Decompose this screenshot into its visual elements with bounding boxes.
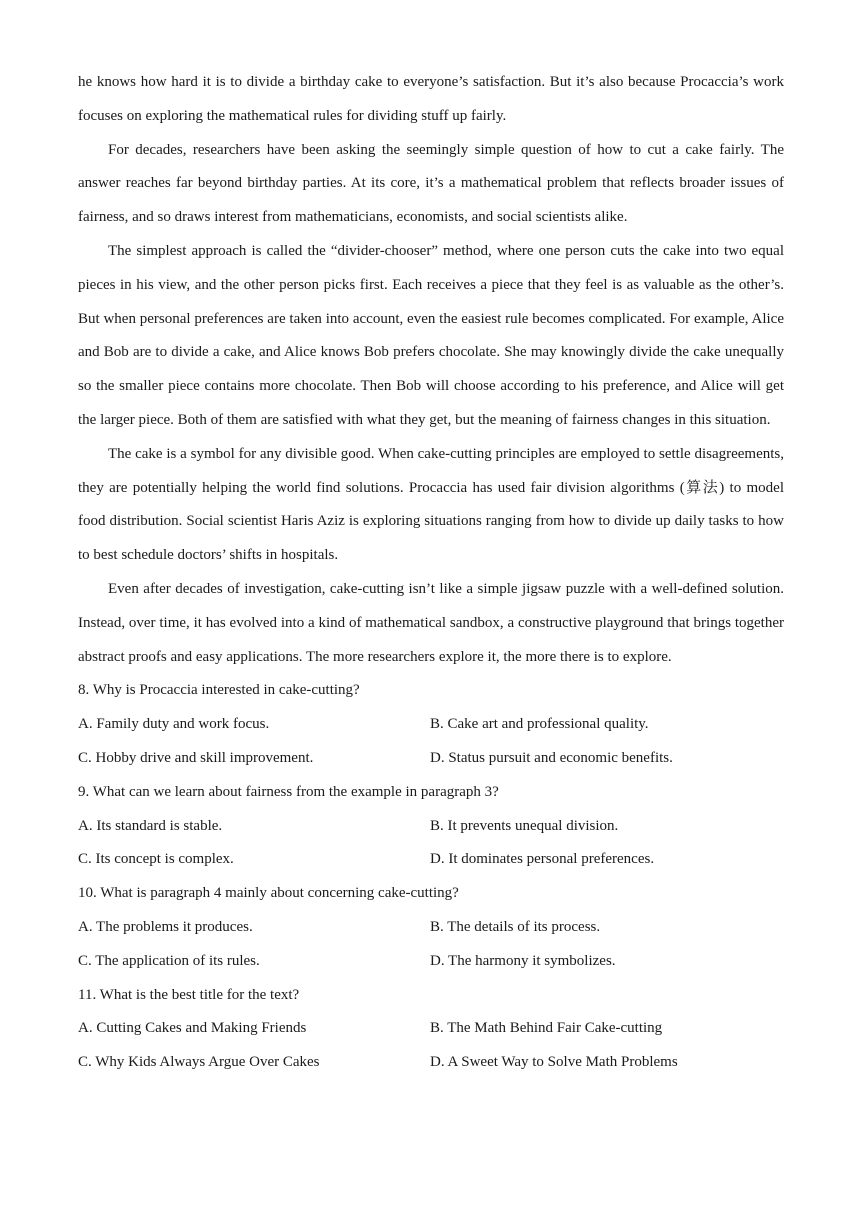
option-c: C. Its concept is complex. bbox=[78, 851, 234, 868]
question-stem: 9. What can we learn about fairness from the example in paragraph 3? bbox=[78, 783, 499, 800]
question-11 bbox=[78, 979, 784, 1080]
option-d: D. The harmony it symbolizes. bbox=[430, 952, 616, 969]
option-c: C. Why Kids Always Argue Over Cakes bbox=[78, 1054, 320, 1071]
document-page bbox=[78, 66, 784, 1080]
option-b: B. It prevents unequal division. bbox=[430, 817, 619, 834]
answer-options bbox=[78, 1012, 784, 1080]
passage-paragraph: Even after decades of investigation, cake-cutting isn’t like a simple jigsaw puzzle with a well-defined solution. Instead, over time, it has evolved into a kind of mathematical sandbox, a constructive playground that brings together abstract proofs and easy applications. The more researchers explore it, the more there is to explore. bbox=[78, 580, 784, 665]
question-10 bbox=[78, 877, 784, 978]
question-stem: 8. Why is Procaccia interested in cake-cutting? bbox=[78, 682, 360, 699]
question-8 bbox=[78, 674, 784, 775]
passage-paragraph: he knows how hard it is to divide a birthday cake to everyone’s satisfaction. But it’s also because Procaccia’s work focuses on exploring the mathematical rules for dividing stuff up fairly. bbox=[78, 74, 784, 124]
answer-options bbox=[78, 810, 784, 878]
option-d: D. Status pursuit and economic benefits. bbox=[430, 749, 673, 766]
reading-passage bbox=[78, 66, 784, 674]
option-c: C. Hobby drive and skill improvement. bbox=[78, 749, 314, 766]
passage-paragraph: For decades, researchers have been asking the seemingly simple question of how to cut a cake fairly. The answer reaches far beyond birthday parties. At its core, it’s a mathematical problem that reflects broader issues of fairness, and so draws interest from mathematicians, economists, and social scientists alike. bbox=[78, 141, 784, 226]
option-d: D. A Sweet Way to Solve Math Problems bbox=[430, 1054, 678, 1071]
option-b: B. The details of its process. bbox=[430, 918, 601, 935]
question-9 bbox=[78, 776, 784, 877]
option-a: A. Family duty and work focus. bbox=[78, 716, 270, 733]
option-b: B. The Math Behind Fair Cake-cutting bbox=[430, 1020, 663, 1037]
answer-options bbox=[78, 708, 784, 776]
question-stem: 10. What is paragraph 4 mainly about concerning cake-cutting? bbox=[78, 885, 459, 902]
passage-paragraph: The simplest approach is called the “divider-chooser” method, where one person cuts the cake into two equal pieces in his view, and the other person picks first. Each receives a piece that they feel is as valuable as the other’s. But when personal preferences are taken into account, even the easiest rule becomes complicated. For example, Alice and Bob are to divide a cake, and Alice knows Bob prefers chocolate. She may knowingly divide the cake unequally so the smaller piece contains more chocolate. Then Bob will choose according to his preference, and Alice will get the larger piece. Both of them are satisfied with what they get, but the meaning of fairness changes in this situation. bbox=[78, 242, 784, 428]
option-a: A. Cutting Cakes and Making Friends bbox=[78, 1020, 307, 1037]
option-c: C. The application of its rules. bbox=[78, 952, 260, 969]
option-a: A. The problems it produces. bbox=[78, 918, 253, 935]
option-b: B. Cake art and professional quality. bbox=[430, 716, 649, 733]
question-stem: 11. What is the best title for the text? bbox=[78, 986, 300, 1003]
option-d: D. It dominates personal preferences. bbox=[430, 851, 655, 868]
passage-paragraph: The cake is a symbol for any divisible good. When cake-cutting principles are employed to settle disagreements, they are potentially helping the world find solutions. Procaccia has used fair division algorithms (算法) to model food distribution. Social scientist Haris Aziz is exploring situations ranging from how to divide up daily tasks to how to best schedule doctors’ shifts in hospitals. bbox=[78, 445, 784, 564]
option-a: A. Its standard is stable. bbox=[78, 817, 223, 834]
answer-options bbox=[78, 911, 784, 979]
